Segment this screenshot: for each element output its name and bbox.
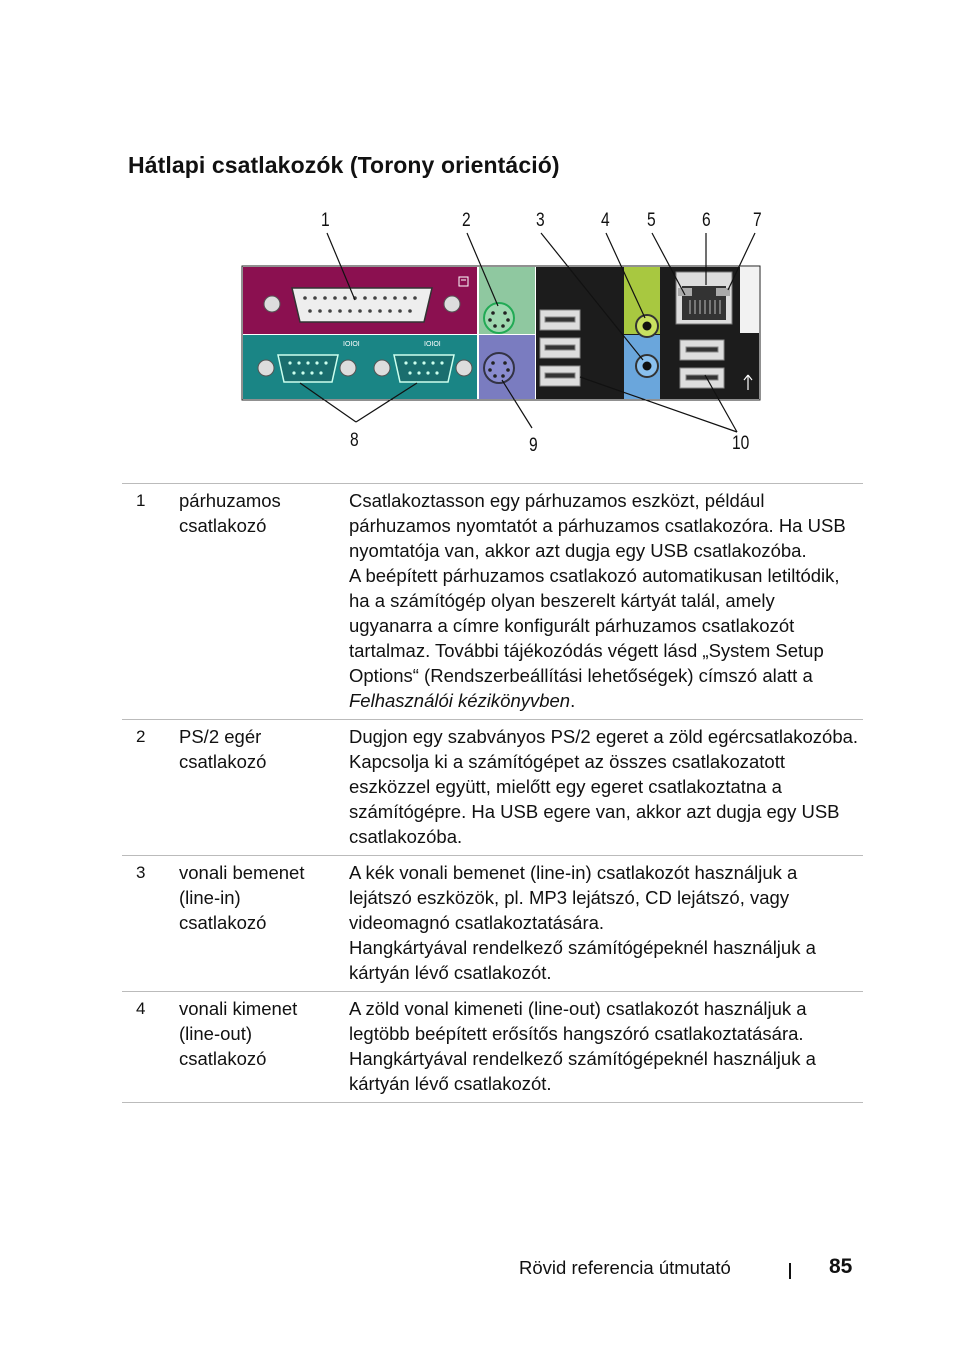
network-port xyxy=(676,272,732,324)
connector-description xyxy=(349,996,863,1096)
footer-separator xyxy=(789,1263,791,1279)
callout-2: 2 xyxy=(462,210,471,231)
connector-name-line: vonali bemenet xyxy=(179,862,305,883)
callout-3: 3 xyxy=(536,210,545,231)
serial-label-1: IOIOI xyxy=(343,341,360,348)
description-paragraph: Dugjon egy szabványos PS/2 egeret a zöld egércsatlakozóba. Kapcsolja ki a számítógépet az összes csatlakozatott eszközzel együtt, mielőtt egy egeret csatlakoztatna a számítógépre. Ha USB egere van, akkor azt dugja egy USB csatlakozóba. xyxy=(349,726,859,847)
line-out-jack xyxy=(636,315,658,337)
connector-description xyxy=(349,724,863,849)
description-paragraph: A kék vonali bemenet (line-in) csatlakozót használjuk a lejátszó eszközök, pl. MP3 lejátszó, CD lejátszó, vagy videomagnó csatlakoztatására. xyxy=(349,862,798,933)
connector-table xyxy=(122,483,863,1103)
page-footer xyxy=(0,1255,954,1285)
description-paragraph: Csatlakoztasson egy párhuzamos eszközt, például párhuzamos nyomtatót a párhuzamos csatlakozóra. Ha USB nyomtatója van, akkor azt dugja egy USB csatlakozóba. xyxy=(349,490,846,561)
manual-title: Felhasználói kézikönyvben xyxy=(349,690,571,711)
description-text-end: . xyxy=(570,690,576,711)
table-row xyxy=(122,720,863,856)
table-row xyxy=(122,992,863,1103)
connector-name xyxy=(179,860,349,985)
ps2-keyboard-port xyxy=(484,353,514,383)
connector-name xyxy=(179,724,349,849)
page-title: Hátlapi csatlakozók (Torony orientáció) xyxy=(128,152,560,178)
connector-name-line: (line-out) xyxy=(179,1023,252,1044)
callout-1: 1 xyxy=(321,210,330,231)
connector-name xyxy=(179,488,349,713)
usb-ports-left xyxy=(540,310,580,386)
description-paragraph: Hangkártyával rendelkező számítógépeknél használjuk a kártyán lévő csatlakozót. xyxy=(349,1048,816,1094)
description-paragraph: A zöld vonal kimeneti (line-out) csatlakozót használjuk a legtöbb beépített erősítős hangszóró csatlakoztatására. xyxy=(349,998,807,1044)
connector-name-line: csatlakozó xyxy=(179,1048,267,1069)
callout-4: 4 xyxy=(601,210,610,231)
row-number: 3 xyxy=(136,863,146,882)
callout-7: 7 xyxy=(753,210,762,231)
connector-name-line: vonali kimenet xyxy=(179,998,298,1019)
row-number: 4 xyxy=(136,999,146,1018)
connector-name-line: (line-in) xyxy=(179,887,241,908)
footer-section-title: Rövid referencia útmutató xyxy=(519,1257,731,1278)
connector-name-line: párhuzamos xyxy=(179,490,281,511)
table-row xyxy=(122,484,863,720)
callout-8: 8 xyxy=(350,430,359,451)
callout-10: 10 xyxy=(732,433,750,454)
connector-name-line: csatlakozó xyxy=(179,751,267,772)
back-panel-figure xyxy=(0,200,954,470)
serial-label-2: IOIOI xyxy=(424,341,441,348)
description-paragraph: Hangkártyával rendelkező számítógépeknél használjuk a kártyán lévő csatlakozót. xyxy=(349,937,816,983)
callout-9: 9 xyxy=(529,435,538,456)
line-in-jack xyxy=(636,355,658,377)
callout-5: 5 xyxy=(647,210,656,231)
connector-name xyxy=(179,996,349,1096)
connector-description xyxy=(349,860,863,985)
connector-name-line: csatlakozó xyxy=(179,515,267,536)
description-text: A beépített párhuzamos csatlakozó automatikusan letiltódik, ha a számítógép olyan beszerelt kártyát talál, amely ugyanarra a címre konfigurált párhuzamos csatlakozót tartalmaz. További tájékozódás végett lásd „System Setup Options“ (Rendszerbeállítási lehetőségek) címszó alatt a xyxy=(349,565,840,686)
connector-panel-illustration xyxy=(0,200,954,470)
connector-description xyxy=(349,488,863,713)
network-label-panel xyxy=(740,267,759,333)
ps2-mouse-port xyxy=(484,303,514,333)
connector-name-line: csatlakozó xyxy=(179,912,267,933)
row-number: 2 xyxy=(136,727,146,746)
description-paragraph xyxy=(349,563,863,713)
row-number: 1 xyxy=(136,491,146,510)
connector-name-line: PS/2 egér xyxy=(179,726,262,747)
page-number: 85 xyxy=(829,1255,853,1278)
callout-6: 6 xyxy=(702,210,711,231)
table-row xyxy=(122,856,863,992)
